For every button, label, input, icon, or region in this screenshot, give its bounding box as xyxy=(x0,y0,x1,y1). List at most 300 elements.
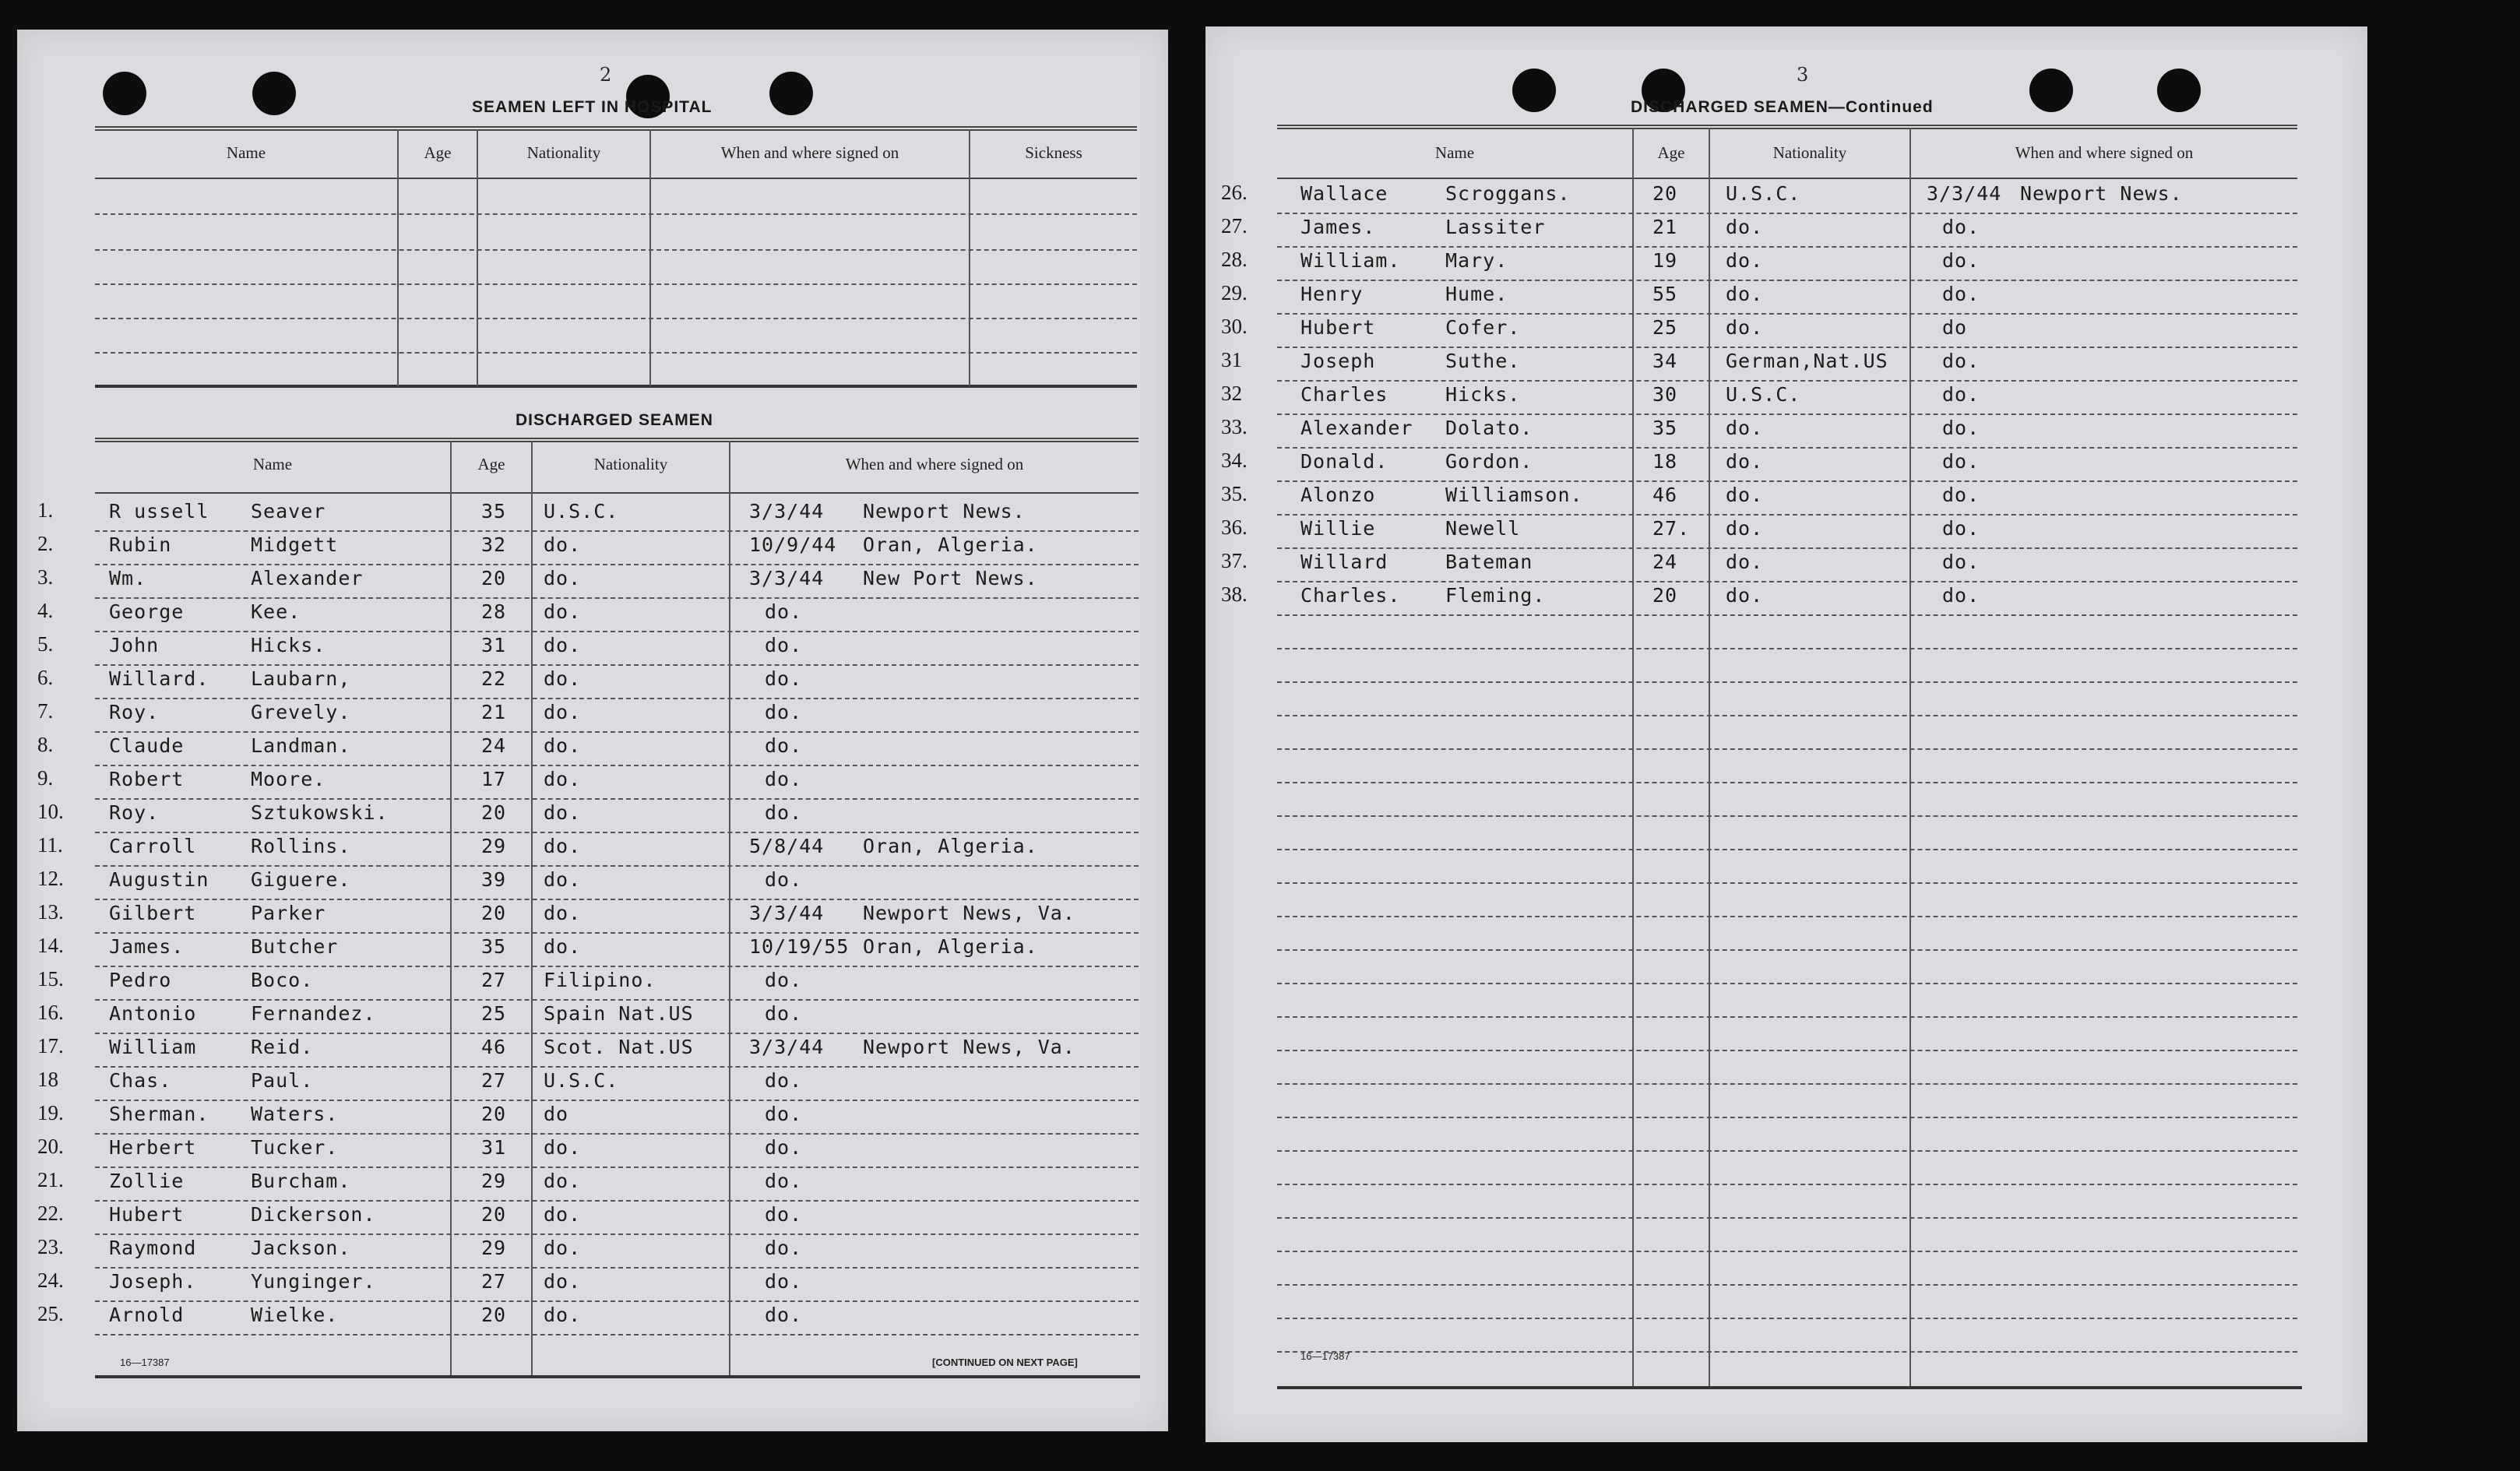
seaman-age: 24 xyxy=(1652,551,1678,573)
seaman-last-name: Midgett xyxy=(251,533,339,556)
continued-note: [CONTINUED ON NEXT PAGE] xyxy=(932,1357,1078,1368)
column-divider xyxy=(649,129,651,386)
seaman-age: 20 xyxy=(481,567,507,589)
seaman-last-name: Landman. xyxy=(251,734,351,757)
seaman-age: 20 xyxy=(481,902,507,924)
seaman-last-name: Kee. xyxy=(251,600,301,623)
signed-on-date: do. xyxy=(765,634,803,656)
row-rule xyxy=(1277,380,2297,382)
seaman-first-name: George xyxy=(109,600,185,623)
seaman-first-name: Arnold xyxy=(109,1304,185,1326)
row-rule xyxy=(1277,1351,2297,1353)
signed-on-date: do. xyxy=(765,1170,803,1192)
row-rule xyxy=(95,631,1139,632)
row-number: 30. xyxy=(1221,315,1248,338)
seaman-first-name: R ussell xyxy=(109,500,209,523)
row-number: 14. xyxy=(37,934,64,957)
row-rule xyxy=(95,865,1139,867)
row-number: 12. xyxy=(37,867,64,890)
seaman-first-name: Henry xyxy=(1300,283,1364,305)
table-rule xyxy=(95,126,1137,128)
seaman-nationality: do. xyxy=(544,734,582,757)
seaman-nationality: do. xyxy=(544,768,582,790)
seaman-first-name: Rubin xyxy=(109,533,172,556)
signed-on-date: do. xyxy=(1942,450,1980,473)
seaman-age: 20 xyxy=(481,1203,507,1226)
seaman-age: 29 xyxy=(481,1170,507,1192)
seaman-nationality: do xyxy=(544,1103,569,1125)
row-number: 20. xyxy=(37,1135,64,1158)
seaman-nationality: do. xyxy=(544,567,582,589)
seaman-age: 24 xyxy=(481,734,507,757)
seaman-first-name: William. xyxy=(1300,249,1401,272)
seaman-age: 25 xyxy=(1652,316,1678,339)
seaman-first-name: Hubert xyxy=(109,1203,185,1226)
row-rule xyxy=(1277,681,2297,683)
row-rule xyxy=(1277,1284,2297,1286)
row-rule xyxy=(1277,480,2297,482)
seaman-last-name: Alexander xyxy=(251,567,364,589)
seaman-age: 17 xyxy=(481,768,507,790)
row-rule xyxy=(95,999,1139,1001)
seaman-first-name: Antonio xyxy=(109,1002,197,1025)
seaman-last-name: Wielke. xyxy=(251,1304,339,1326)
signed-on-date: do. xyxy=(1942,584,1980,607)
seaman-first-name: William xyxy=(109,1036,197,1058)
row-rule xyxy=(95,597,1139,599)
seaman-last-name: Dickerson. xyxy=(251,1203,376,1226)
table-rule xyxy=(1277,128,2297,129)
seaman-age: 46 xyxy=(481,1036,507,1058)
table-rule xyxy=(95,438,1139,439)
signed-on-date: do. xyxy=(1942,517,1980,540)
punch-hole xyxy=(2157,69,2201,112)
row-number: 32 xyxy=(1221,382,1242,405)
seaman-first-name: Wm. xyxy=(109,567,147,589)
seaman-nationality: do. xyxy=(1726,216,1764,238)
seaman-age: 21 xyxy=(1652,216,1678,238)
row-number: 23. xyxy=(37,1235,64,1258)
seaman-last-name: Lassiter xyxy=(1445,216,1546,238)
signed-on-date: 3/3/44 xyxy=(1927,182,2002,205)
seaman-first-name: Sherman. xyxy=(109,1103,209,1125)
row-rule xyxy=(95,832,1139,833)
row-number: 4. xyxy=(37,599,54,622)
seaman-first-name: Claude xyxy=(109,734,185,757)
row-rule xyxy=(95,1200,1139,1202)
seaman-nationality: do. xyxy=(1726,450,1764,473)
row-rule xyxy=(95,698,1139,699)
row-rule xyxy=(95,564,1139,565)
column-divider xyxy=(397,129,399,386)
row-number: 29. xyxy=(1221,281,1248,304)
seaman-nationality: do. xyxy=(1726,417,1764,439)
seaman-first-name: Hubert xyxy=(1300,316,1376,339)
seaman-last-name: Jackson. xyxy=(251,1237,351,1259)
seaman-nationality: do. xyxy=(544,600,582,623)
row-rule xyxy=(1277,1318,2297,1319)
row-rule xyxy=(1277,782,2297,783)
seaman-first-name: Carroll xyxy=(109,835,197,857)
form-code: 16—17387 xyxy=(1300,1350,1350,1362)
row-rule xyxy=(1277,1050,2297,1051)
section-title: DISCHARGED SEAMEN—Continued xyxy=(1631,98,1934,116)
table-rule xyxy=(95,441,1139,442)
table-rule xyxy=(95,178,1137,179)
seaman-first-name: Alonzo xyxy=(1300,484,1376,506)
column-divider xyxy=(531,441,533,1378)
row-number: 9. xyxy=(37,766,54,790)
row-number: 18 xyxy=(37,1068,58,1091)
row-rule xyxy=(95,899,1139,900)
row-number: 10. xyxy=(37,800,64,823)
seaman-nationality: do. xyxy=(544,801,582,824)
seaman-last-name: Williamson. xyxy=(1445,484,1583,506)
seaman-last-name: Mary. xyxy=(1445,249,1508,272)
seaman-nationality: do. xyxy=(1726,283,1764,305)
table-rule xyxy=(1277,1386,2302,1389)
seaman-first-name: Joseph xyxy=(1300,350,1376,372)
signed-on-date: do. xyxy=(765,868,803,891)
seaman-last-name: Hicks. xyxy=(1445,383,1521,406)
column-divider xyxy=(729,441,730,1378)
seaman-age: 20 xyxy=(481,1304,507,1326)
seaman-last-name: Seaver xyxy=(251,500,326,523)
signed-on-date: do. xyxy=(765,667,803,690)
seaman-first-name: Gilbert xyxy=(109,902,197,924)
seaman-nationality: do. xyxy=(544,935,582,958)
seaman-last-name: Gordon. xyxy=(1445,450,1533,473)
row-number: 24. xyxy=(37,1269,64,1292)
left-page xyxy=(17,30,1168,1431)
seaman-first-name: Augustin xyxy=(109,868,209,891)
signed-on-date: do. xyxy=(765,801,803,824)
row-rule xyxy=(95,932,1139,934)
punch-hole xyxy=(252,72,296,115)
seaman-age: 21 xyxy=(481,701,507,723)
row-number: 28. xyxy=(1221,248,1248,271)
seaman-nationality: U.S.C. xyxy=(544,500,619,523)
row-rule xyxy=(1277,1217,2297,1219)
table-rule xyxy=(1277,178,2297,179)
seaman-age: 31 xyxy=(481,634,507,656)
signed-on-place: Newport News, Va. xyxy=(863,1036,1075,1058)
seaman-last-name: Hume. xyxy=(1445,283,1508,305)
seaman-first-name: Donald. xyxy=(1300,450,1388,473)
signed-on-date: do. xyxy=(1942,216,1980,238)
seaman-last-name: Giguere. xyxy=(251,868,351,891)
column-header: Name xyxy=(1434,143,1475,162)
seaman-last-name: Rollins. xyxy=(251,835,351,857)
row-rule xyxy=(1277,916,2297,917)
seaman-first-name: Zollie xyxy=(109,1170,185,1192)
row-number: 21. xyxy=(37,1168,64,1191)
seaman-first-name: Chas. xyxy=(109,1069,172,1092)
signed-on-place: Oran, Algeria. xyxy=(863,935,1038,958)
table-rule xyxy=(95,385,1137,388)
signed-on-date: do. xyxy=(1942,249,1980,272)
row-rule xyxy=(95,966,1139,967)
row-rule xyxy=(95,664,1139,666)
seaman-age: 20 xyxy=(1652,182,1678,205)
row-number: 26. xyxy=(1221,181,1248,204)
seaman-age: 31 xyxy=(481,1136,507,1159)
signed-on-date: do. xyxy=(1942,350,1980,372)
row-rule xyxy=(1277,213,2297,214)
row-number: 34. xyxy=(1221,449,1248,472)
seaman-last-name: Bateman xyxy=(1445,551,1533,573)
seaman-age: 35 xyxy=(481,935,507,958)
row-rule xyxy=(1277,313,2297,315)
signed-on-date: 3/3/44 xyxy=(749,500,825,523)
seaman-nationality: do. xyxy=(1726,484,1764,506)
row-rule xyxy=(95,1100,1139,1101)
signed-on-place: Oran, Algeria. xyxy=(863,533,1038,556)
row-rule xyxy=(1277,547,2297,549)
row-rule xyxy=(95,1233,1139,1235)
signed-on-date: 10/19/55 xyxy=(749,935,850,958)
row-rule xyxy=(95,1066,1139,1068)
seaman-nationality: German,Nat.US xyxy=(1726,350,1888,372)
seaman-first-name: James. xyxy=(1300,216,1376,238)
table-rule xyxy=(95,249,1137,251)
row-number: 5. xyxy=(37,632,54,656)
table-rule xyxy=(95,283,1137,285)
seaman-last-name: Waters. xyxy=(251,1103,339,1125)
seaman-nationality: Filipino. xyxy=(544,969,656,991)
row-rule xyxy=(95,1267,1139,1269)
row-rule xyxy=(1277,748,2297,750)
row-number: 11. xyxy=(37,833,63,857)
row-rule xyxy=(1277,514,2297,516)
punch-hole xyxy=(2029,69,2073,112)
seaman-last-name: Tucker. xyxy=(251,1136,339,1159)
table-rule xyxy=(1277,125,2297,126)
row-rule xyxy=(95,731,1139,733)
seaman-nationality: do. xyxy=(544,868,582,891)
signed-on-date: do. xyxy=(765,1270,803,1293)
row-rule xyxy=(1277,581,2297,582)
seaman-nationality: Spain Nat.US xyxy=(544,1002,694,1025)
row-number: 2. xyxy=(37,532,54,555)
row-rule xyxy=(95,1334,1139,1336)
row-rule xyxy=(1277,983,2297,984)
seaman-age: 19 xyxy=(1652,249,1678,272)
row-number: 13. xyxy=(37,900,64,924)
column-header: Age xyxy=(477,455,505,473)
row-rule xyxy=(95,765,1139,766)
seaman-first-name: John xyxy=(109,634,160,656)
seaman-age: 30 xyxy=(1652,383,1678,406)
seaman-nationality: do. xyxy=(544,835,582,857)
seaman-age: 39 xyxy=(481,868,507,891)
seaman-first-name: Pedro xyxy=(109,969,172,991)
seaman-age: 32 xyxy=(481,533,507,556)
row-rule xyxy=(1277,648,2297,649)
row-rule xyxy=(95,1167,1139,1168)
signed-on-date: do. xyxy=(765,1203,803,1226)
punch-hole xyxy=(103,72,146,115)
row-rule xyxy=(1277,1083,2297,1085)
signed-on-date: do. xyxy=(765,734,803,757)
seaman-nationality: U.S.C. xyxy=(544,1069,619,1092)
seaman-nationality: do. xyxy=(544,1304,582,1326)
seaman-nationality: do. xyxy=(1726,249,1764,272)
seaman-nationality: do. xyxy=(544,1136,582,1159)
column-divider xyxy=(450,441,452,1378)
seaman-first-name: Roy. xyxy=(109,801,160,824)
seaman-age: 27 xyxy=(481,969,507,991)
seaman-first-name: Alexander xyxy=(1300,417,1413,439)
page-number: 2 xyxy=(600,64,612,86)
row-rule xyxy=(1277,1016,2297,1018)
signed-on-place: Newport News, Va. xyxy=(863,902,1075,924)
seaman-last-name: Paul. xyxy=(251,1069,314,1092)
seaman-age: 28 xyxy=(481,600,507,623)
seaman-last-name: Suthe. xyxy=(1445,350,1521,372)
table-rule xyxy=(95,318,1137,319)
row-number: 15. xyxy=(37,967,64,991)
seaman-first-name: Wallace xyxy=(1300,182,1388,205)
row-rule xyxy=(1277,614,2297,616)
signed-on-date: 3/3/44 xyxy=(749,567,825,589)
table-rule xyxy=(95,129,1137,131)
seaman-last-name: Newell xyxy=(1445,517,1521,540)
seaman-age: 20 xyxy=(481,801,507,824)
seaman-nationality: do. xyxy=(1726,517,1764,540)
seaman-last-name: Moore. xyxy=(251,768,326,790)
seaman-nationality: do. xyxy=(544,667,582,690)
seaman-age: 46 xyxy=(1652,484,1678,506)
row-number: 33. xyxy=(1221,415,1248,438)
row-number: 38. xyxy=(1221,582,1248,606)
row-rule xyxy=(1277,1117,2297,1118)
seaman-age: 22 xyxy=(481,667,507,690)
signed-on-date: do. xyxy=(765,1136,803,1159)
column-header: Nationality xyxy=(593,455,668,473)
seaman-first-name: James. xyxy=(109,935,185,958)
row-number: 35. xyxy=(1221,482,1248,505)
hospital-section-title: SEAMEN LEFT IN HOSPITAL xyxy=(472,98,713,116)
row-rule xyxy=(1277,815,2297,817)
signed-on-date: do xyxy=(1942,316,1968,339)
row-number: 1. xyxy=(37,498,54,522)
row-number: 37. xyxy=(1221,549,1248,572)
signed-on-date: do. xyxy=(765,701,803,723)
signed-on-date: do. xyxy=(765,600,803,623)
seaman-nationality: do. xyxy=(544,902,582,924)
seaman-nationality: do. xyxy=(544,701,582,723)
seaman-age: 18 xyxy=(1652,450,1678,473)
seaman-nationality: do. xyxy=(1726,584,1764,607)
seaman-nationality: do. xyxy=(544,533,582,556)
row-rule xyxy=(1277,1150,2297,1152)
row-rule xyxy=(1277,882,2297,884)
row-number: 31 xyxy=(1221,348,1242,371)
row-rule xyxy=(1277,849,2297,850)
row-number: 22. xyxy=(37,1202,64,1225)
row-number: 16. xyxy=(37,1001,64,1024)
row-number: 6. xyxy=(37,666,54,689)
seaman-age: 27 xyxy=(481,1069,507,1092)
form-code: 16—17387 xyxy=(120,1357,170,1368)
seaman-last-name: Fernandez. xyxy=(251,1002,376,1025)
signed-on-date: 3/3/44 xyxy=(749,902,825,924)
seaman-last-name: Grevely. xyxy=(251,701,351,723)
signed-on-date: do. xyxy=(1942,283,1980,305)
seaman-age: 35 xyxy=(1652,417,1678,439)
seaman-age: 27. xyxy=(1652,517,1691,540)
seaman-nationality: do. xyxy=(1726,316,1764,339)
row-number: 7. xyxy=(37,699,54,723)
column-header: When and where signed on xyxy=(2015,143,2194,162)
page-number: 3 xyxy=(1797,64,1809,86)
seaman-nationality: do. xyxy=(544,1203,582,1226)
row-number: 3. xyxy=(37,565,54,589)
column-header: Sickness xyxy=(1025,143,1082,162)
seaman-nationality: do. xyxy=(544,1170,582,1192)
column-header: Nationality xyxy=(526,143,601,162)
seaman-last-name: Scroggans. xyxy=(1445,182,1571,205)
signed-on-date: 10/9/44 xyxy=(749,533,837,556)
signed-on-date: do. xyxy=(765,768,803,790)
row-rule xyxy=(1277,715,2297,716)
seaman-age: 20 xyxy=(481,1103,507,1125)
seaman-first-name: Willard. xyxy=(109,667,209,690)
column-divider xyxy=(1632,128,1634,1388)
column-header: Name xyxy=(226,143,266,162)
row-number: 19. xyxy=(37,1101,64,1124)
signed-on-place: Newport News. xyxy=(863,500,1026,523)
column-header: Nationality xyxy=(1772,143,1847,162)
seaman-nationality: do. xyxy=(544,1237,582,1259)
signed-on-date: do. xyxy=(1942,484,1980,506)
table-rule xyxy=(95,352,1137,354)
column-header: When and where signed on xyxy=(845,455,1024,473)
seaman-age: 20 xyxy=(1652,584,1678,607)
seaman-first-name: Raymond xyxy=(109,1237,197,1259)
row-number: 36. xyxy=(1221,516,1248,539)
seaman-nationality: do. xyxy=(544,1270,582,1293)
seaman-first-name: Joseph. xyxy=(109,1270,197,1293)
seaman-last-name: Fleming. xyxy=(1445,584,1546,607)
column-divider xyxy=(969,129,970,386)
signed-on-date: do. xyxy=(765,1304,803,1326)
column-header: Age xyxy=(1657,143,1685,162)
seaman-last-name: Hicks. xyxy=(251,634,326,656)
seaman-nationality: Scot. Nat.US xyxy=(544,1036,694,1058)
seaman-nationality: U.S.C. xyxy=(1726,182,1801,205)
discharged-section-title: DISCHARGED SEAMEN xyxy=(516,411,713,429)
row-rule xyxy=(95,1133,1139,1135)
signed-on-date: do. xyxy=(765,1002,803,1025)
seaman-last-name: Burcham. xyxy=(251,1170,351,1192)
column-header: Age xyxy=(424,143,452,162)
row-rule xyxy=(1277,447,2297,449)
signed-on-date: do. xyxy=(1942,417,1980,439)
signed-on-place: Oran, Algeria. xyxy=(863,835,1038,857)
signed-on-place: Newport News. xyxy=(2020,182,2183,205)
seaman-last-name: Parker xyxy=(251,902,326,924)
seaman-last-name: Sztukowski. xyxy=(251,801,389,824)
signed-on-place: New Port News. xyxy=(863,567,1038,589)
signed-on-date: do. xyxy=(765,1103,803,1125)
row-rule xyxy=(95,1300,1139,1302)
row-rule xyxy=(1277,949,2297,951)
column-divider xyxy=(477,129,478,386)
row-number: 17. xyxy=(37,1034,64,1058)
seaman-first-name: Willie xyxy=(1300,517,1376,540)
